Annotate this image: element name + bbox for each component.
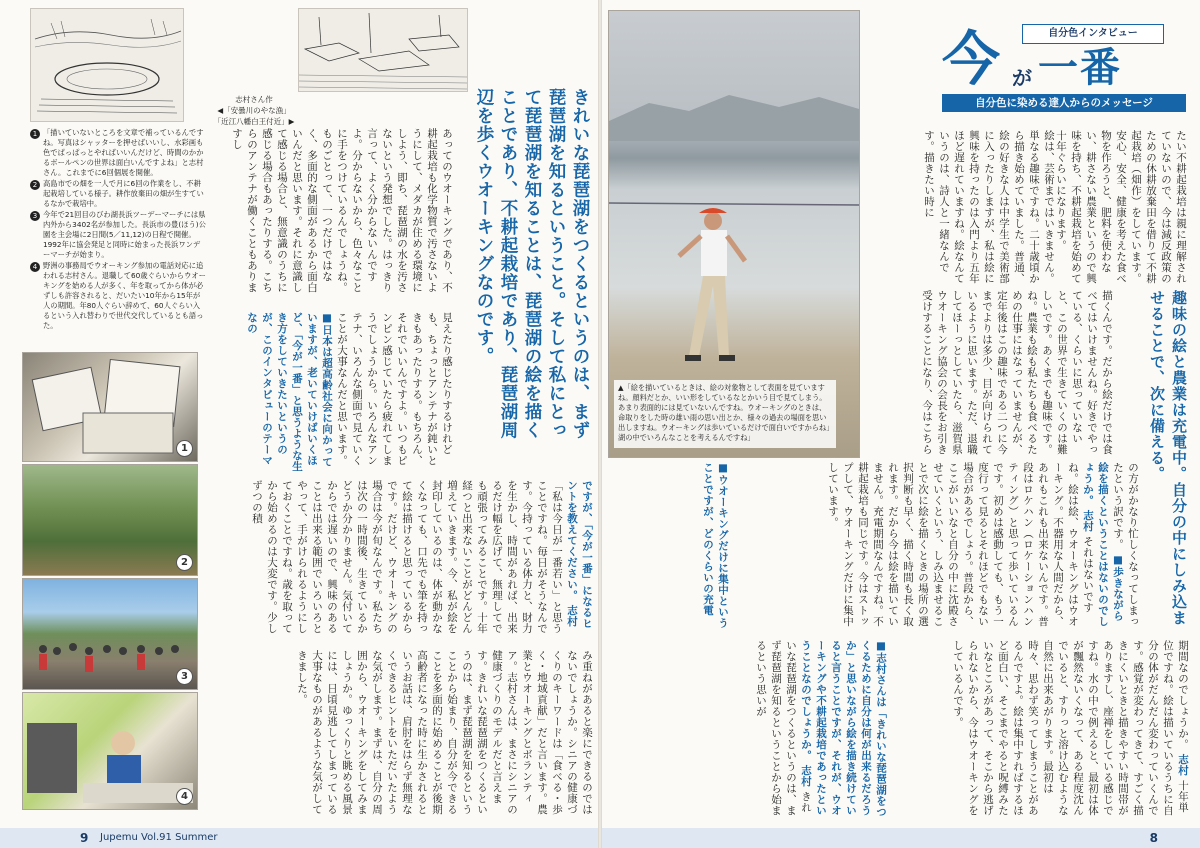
speaker-label: 志村 <box>1082 509 1094 532</box>
speaker-label: 志村 <box>566 604 578 627</box>
body-text: 「私は今日が一番若い」と思うことですね。毎日がそうなんです。今持っている体力と、財力を生かし、時間があれば、出来るだけ幅を広げて、無理してでも頑張ってみることです。十年経つと出来ないことがどんどん増えていきます。今、私が絵を封印しているのは、体が動かなくなっても、口先でも筆を持って絵は描けると思っているからです。だけど、ウオーキングの場合は今が旬なんです。私たちは次の一時間後、生きているかどうか分かりません。気付いてからでは遅いので、興味のあることは出来る範囲でいろいろとやって、手がけられるようにしておくことですね。歳を取ってから始めるのは大変です。少しずつの積 <box>251 480 563 634</box>
body-text: たい不耕起栽培は親に理解されていないので、今は減反政策のための休耕放棄田を借りて不耕起栽培（畑作）をしています。安心、安全、健康を考えた食べ物を作ろうと、肥料を使わない、耕さない農業というので興味を持ち、不耕起栽培を始めて十年ぐらいになります。 <box>1055 130 1187 284</box>
photo-note-text: 野洲の事務局でウオーキング参加の電話対応に追われる志村さん。退職して60歳ぐらいからウオーキングを始める人が多く、年を取ってから体が必ずしも許容されると、だいたい10年から15年が人の期間。年80人ぐらい辞めて、60人ぐらい入るという入れ替わりで世代交代しているとも語った。 <box>43 261 206 330</box>
interview-question: ■日本は超高齢社会に向かっていますが、老いていけばいくほど、「今が一番」と思うような生き方をしていきたいというのが、このインタビューのテーマなの <box>246 312 333 472</box>
body-column-1 <box>1055 130 1188 284</box>
body-column-a <box>214 128 454 300</box>
interview-question: ■歩きながら絵を描くということはないのでしょうか。 <box>1082 462 1124 627</box>
body-text: あってのウオーキングであり、不耕起栽培も化学物質で汚さないようにして、メダカが住める環境にしよう、即ち、琵琶湖の水を汚さないという発想でした。はっきり言って、よく分からないんですよ。分からないから、色々なことに手をつけているんでしょうね。ものごとって、一つだけではなく、多面的な側面があるから面白いんだと思います。それに意識して感じる場合と、無意識のうちに感じる場合もあったりする。こちらのアンテナが働くこともありますし <box>231 128 453 293</box>
body-text: 見えたり感じたりするけれども、ちょっとアンテナが鈍いときもあったりする。もちろん、それでいいんですよ。いつもピンピン感じていたら疲れてしまうでしょうから。いろんなアンテナ、いろんな側面で見ていくことが大事なんだと思います。 <box>336 312 453 466</box>
body-text: み重ねがあると楽にできるのではないでしょうか。シニアの健康づくりのキーワードは「食べる・歩く・地域貢献」だと言います。農業とウオーキングとボランティア。志村さんは、まさにシニアの健康づくりのモデルだと言えます。きれいな琵琶湖をつくるというのは、まず琵琶湖を知るということから始まり、自分が今できることを多面的に始めることが後期高齢者になった時に生かされるというお話は、肩肘をはらず無理なくできるヒントをいただいたような気がします。まずは、自分の周囲から、ウオーキングをしてみましょうか。ゆっくりと眺める風景には、日頃見逃してしまっている大事なものがあるような気がしてきました。 <box>296 650 593 815</box>
interview-question: ですが、「今が一番」になるヒントを教えてください。 <box>566 480 593 629</box>
body-column-d <box>214 650 594 822</box>
photo-note <box>30 128 206 178</box>
photo-note-text: 今年で21回目のびわ湖長浜ツーデーマーチには県内外から3402名が参加した。長浜市の豊(ほう)公園を主会場に2日間(5／11,12)の日程で開催。1992年に協会発足と同時に始まった長浜ワンデーマーチが始まり。 <box>43 210 206 259</box>
body-text: 期間なのでしょうか。 <box>1177 640 1189 750</box>
photo-note <box>30 261 206 331</box>
body-column-b <box>214 312 454 472</box>
page-number: 8 <box>1149 831 1158 845</box>
body-text: の方がかなり忙しくなってしまったという訳です。 <box>1112 462 1139 627</box>
ink-sketch-fish-weir <box>30 8 184 122</box>
photo-walking-event <box>22 578 198 690</box>
photo-note <box>30 179 206 209</box>
body-text: 描くんです。だから絵だけでは食べてはいけませんね。好きでやっている、くらいに思っていないと、この世界で生きていくのは難しいです。あくまでも趣味です。ね。農業も絵も私たちも食べるための仕事にはなっていませんが、定年後はこの趣味である二つに今までよりは多少、目が向けられているように思います。ただ、退職してほーっとしていたら、滋賀県ウオーキング協会の会長をお引き受けすることになり、今はこちら <box>921 290 1113 455</box>
title-tagline: 自分色に染める達人からのメッセージ <box>942 94 1186 112</box>
photo-badge: 1 <box>176 440 193 457</box>
photo-notes <box>30 128 206 346</box>
magazine-issue: Jupemu Vol.91 Summer <box>100 832 218 843</box>
body-column-6 <box>892 640 1190 822</box>
photo-note-text: 「描いていないところを文章で補っているんですね。写真はシャッターを押せばいいし、水彩画も色でぱっぱっとやればいいんだけど、時間のかかるボールペンの世界は面白いんですよね」と志村さん。これまでに6回個展を開催。 <box>43 128 204 177</box>
photo-office-phone <box>22 692 198 810</box>
body-column-2 <box>870 130 1056 284</box>
photo-caption: ▲「絵を描いているときは、絵の対象物として表面を見ていますね。顔料だとか、いい形をしているなとかいう目で見てしまう。あまり表面的には見ていないんですね。ウオーキングのときは、命取りをした時の雄い雨の思い出とか、様々の過去の場面を思い出しますね。ウオーキングは歩いているだけで面白いですからね」湖の中でいろんなことを考えるんですね」 <box>614 380 836 448</box>
footer-right <box>602 828 1200 848</box>
sketch-caption-left: ◀「安曇川のやな漁」 <box>217 106 291 115</box>
body-text: きれいな琵琶湖をつくるというのは、まず琵琶湖を知るということから始まるという思いが <box>755 640 812 816</box>
body-column-4 <box>734 462 1140 632</box>
sketch-caption-right: 「近江八幡白王付近」▶ <box>213 117 295 126</box>
photo-note-number: 1 <box>30 129 40 139</box>
body-text: 十年単位ですね。絵は描いているうちに自分の体がだんだん変わっていくんです。感覚が変わってきて、すごく描きにくいときと描きやすい時間帯がありますし、座禅をしている感じですね。水の中で例えると、最初は体が飄然ないくなって、ある程度沈んでいると、すりっと溶け込むような自然に出来あがります。最初は時々、思わず笑ってしまうことがあるんですよ。絵は集中すればするほど面白い、そこまでやると呪縛みたいなところがあって、そこから逃げられないから、今はウオーキングをしているんです。 <box>952 640 1189 816</box>
photo-badge: 4 <box>176 788 193 805</box>
footer-left <box>0 828 598 848</box>
photo-note-number: 2 <box>30 180 40 190</box>
series-label: 自分色インタビュー <box>1022 24 1164 44</box>
photo-sketchbooks-art <box>23 353 197 461</box>
photo-badge: 2 <box>176 554 193 571</box>
photo-note-text: 高島市での畑を一人で月に6回の作業をし、不耕起栽培している様子。耕作放棄田の畑が生すているなかで栽培中。 <box>43 179 204 208</box>
catch-copy: 趣味の絵と農業は充電中。自分の中にしみ込ませることで、次に備える。 <box>1148 290 1188 626</box>
left-page <box>0 0 598 848</box>
interview-title-block <box>942 22 1186 122</box>
photo-office-art <box>23 693 197 809</box>
photo-sketchbooks <box>22 352 198 462</box>
sketch-drawing-2 <box>299 9 467 91</box>
body-text: それはないですね。絵は絵、ウオーキングはウオーキング。不器用な人間だから、あれもこれも出来ないんです。普段はロケハン（ロケーションハンティング）と思って歩いているんです。初めは感動しても、もう一度行って見るとそれほどでもない場合があるでしょう。普段から、ここがいいなと自分の中に沈殿させていくという、しみ込ませることで次に絵を描くときの場所の選択判断も早く、描く時間も長く取れます。だから今は絵を描いていません。充電期間なんですね。不耕起栽培も同じです。今はストップして、ウオーキングだけに集中しています。 <box>827 462 1094 627</box>
body-column-5 <box>614 462 730 632</box>
photo-note-number: 4 <box>30 262 40 272</box>
photo-farm-field <box>22 464 198 576</box>
photo-badge: 3 <box>176 668 193 685</box>
photo-note <box>30 210 206 260</box>
body-column-c <box>214 480 594 638</box>
sketch-drawing-1 <box>31 9 183 121</box>
sketch-caption <box>212 94 296 127</box>
speaker-label: 志村 <box>1177 753 1189 776</box>
title-ima: 今 <box>942 25 1001 93</box>
right-page <box>602 0 1200 848</box>
body-text: 絵は、芸術まではいきません。単なる趣味ですね。二十歳頃から描き始めていました。普通、絵の好きな人は中学生で美術部に入ったりしますが、私は絵に興味を持ったのは入門より五年ほど遅れていますね。絵なんていうのは、詩人と一緒なんです。描きたい時に <box>923 130 1055 284</box>
interview-question: ■ウオーキングだけに集中ということですが、どのくらいの充電 <box>702 462 729 629</box>
body-column-7 <box>614 640 888 822</box>
ink-sketch-harbor <box>298 8 468 92</box>
interview-question: ■志村さんは「きれいな琵琶湖をつくるために自分は何が出来るだろうか」と思いながら絵を描き続けていると言うことですが、それが、ウオーキングや不耕起栽培であったということなのでしょうか。 <box>800 640 887 818</box>
page-number: 9 <box>80 831 89 845</box>
pull-quote-headline: きれいな琵琶湖をつくるというのは、まず琵琶湖を知るということ。そして私にとって琵琶湖を知ることは、琵琶湖の絵を描くことであり、不耕起栽培であり、琵琶湖周辺を歩くウオーキングなのです。 <box>474 88 590 440</box>
sketch-caption-author: 志村さん作 <box>235 95 273 104</box>
title-ga: が <box>1012 66 1032 90</box>
photo-walking-crowd <box>23 579 197 689</box>
photo-note-number: 3 <box>30 211 40 221</box>
body-column-3 <box>870 290 1114 460</box>
title-ichiban: 一番 <box>1038 45 1122 91</box>
speaker-label: 志村 <box>800 764 812 787</box>
